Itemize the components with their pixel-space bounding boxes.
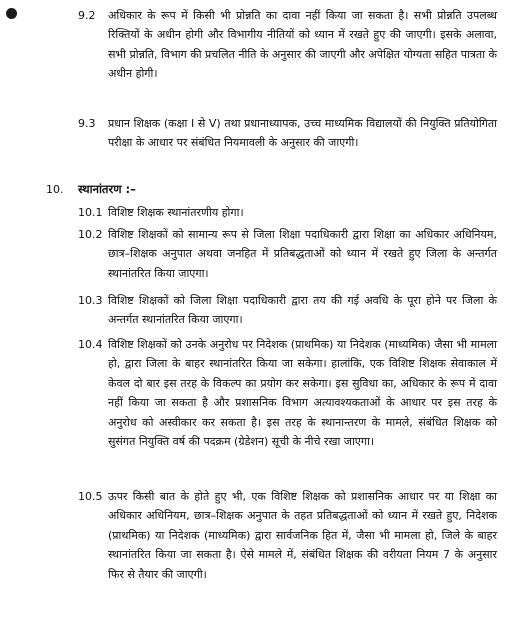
section-number-10-4: 10.4 [78,338,103,351]
section-text-10-3: विशिष्ट शिक्षकों को जिला शिक्षा पदाधिकारी द्वारा तय की गई अवधि के पूरा होने पर जिला के अन्तर्गत स्थानांतरित किया जाएगा। [108,294,497,327]
section-number-10-1: 10.1 [78,206,103,219]
section-number-10-2: 10.2 [78,228,103,241]
page-bullet-mark [6,8,17,19]
section-text-10-5: ऊपर किसी बात के होते हुए भी, एक विशिष्ट शिक्षक को प्रशासनिक आधार पर या शिक्षा का अधिकार अधिनियम, छात्र–शिक्षक अनुपात के तहत प्रतिबद्धताओं को ध्यान में रखते हुए, निदेशक (प्राथमिक) या निदेशक (माध्यमिक) द्वारा सार्वजनिक हित में, जैसा भी मामला हो, जिले के बाहर स्थानांतरित किया जा सकता है। ऐसे मामले में, संबंधित शिक्षक की वरीयता नियम 7 के अनुसार फिर से तैयार की जाएगी। [108,490,497,581]
section-text-10-2: विशिष्ट शिक्षकों को सामान्य रूप से जिला शिक्षा पदाधिकारी द्वारा शिक्षा का अधिकार अधिनियम, छात्र–शिक्षक अनुपात अथवा जनहित में प्रतिबद्धताओं को ध्यान में रखते हुए जिला के अन्तर्गत स्थानांतरित किया जाएगा। [108,228,497,280]
section-text-9-2: अधिकार के रूप में किसी भी प्रोन्नति का दावा नहीं किया जा सकता है। सभी प्रोन्नति उपलब्ध रिक्तियों के अधीन होगी और विभागीय नीतियों को ध्यान में रखते हुए की जाएगी। इसके अलावा, सभी प्रोन्नति, विभाग की प्रचलित नीति के अनुसार की जाएगी और अपेक्षित योग्यता सहित पात्रता के अधीन होगी। [108,9,497,81]
section-text-9-3: प्रधान शिक्षक (कक्षा I से V) तथा प्रधानाध्यापक, उच्च माध्यमिक विद्यालयों की नियुक्ति प्रतियोगिता परीक्षा के आधार पर संबंधित नियमावली के अनुसार की जाएगी। [108,117,497,150]
section-text-10-4: विशिष्ट शिक्षकों को उनके अनुरोध पर निदेशक (प्राथमिक) या निदेशक (माध्यमिक) जैसा भी मामला हो, द्वारा जिला के बाहर स्थानांतरित किया जा सकेगा। हालांकि, एक विशिष्ट शिक्षक सेवाकाल में केवल दो बार इस तरह के विकल्प का प्रयोग कर सकेगा। इस सुविधा का, अधिकार के रूप में दावा नहीं किया जा सकता है और प्रशासनिक विभाग अत्यावश्यकताओं के आधार पर इस तरह के अनुरोध को अस्वीकार कर सकता है। इस तरह के स्थानान्तरण के मामले, संबंधित शिक्षक को सुसंगत नियुक्ति वर्ष की पदक्रम (ग्रेडेशन) सूची के नीचे रखा जाएगा। [108,338,497,449]
section-number-10-3: 10.3 [78,294,103,307]
section-heading-transfer: स्थानांतरण :– [78,182,136,196]
section-number-9-2: 9.2 [78,9,96,22]
section-text-10-1: विशिष्ट शिक्षक स्थानांतरणीय होगा। [108,206,244,219]
section-number-9-3: 9.3 [78,117,96,130]
section-number-10-5: 10.5 [78,490,103,503]
section-number-10: 10. [46,183,64,196]
